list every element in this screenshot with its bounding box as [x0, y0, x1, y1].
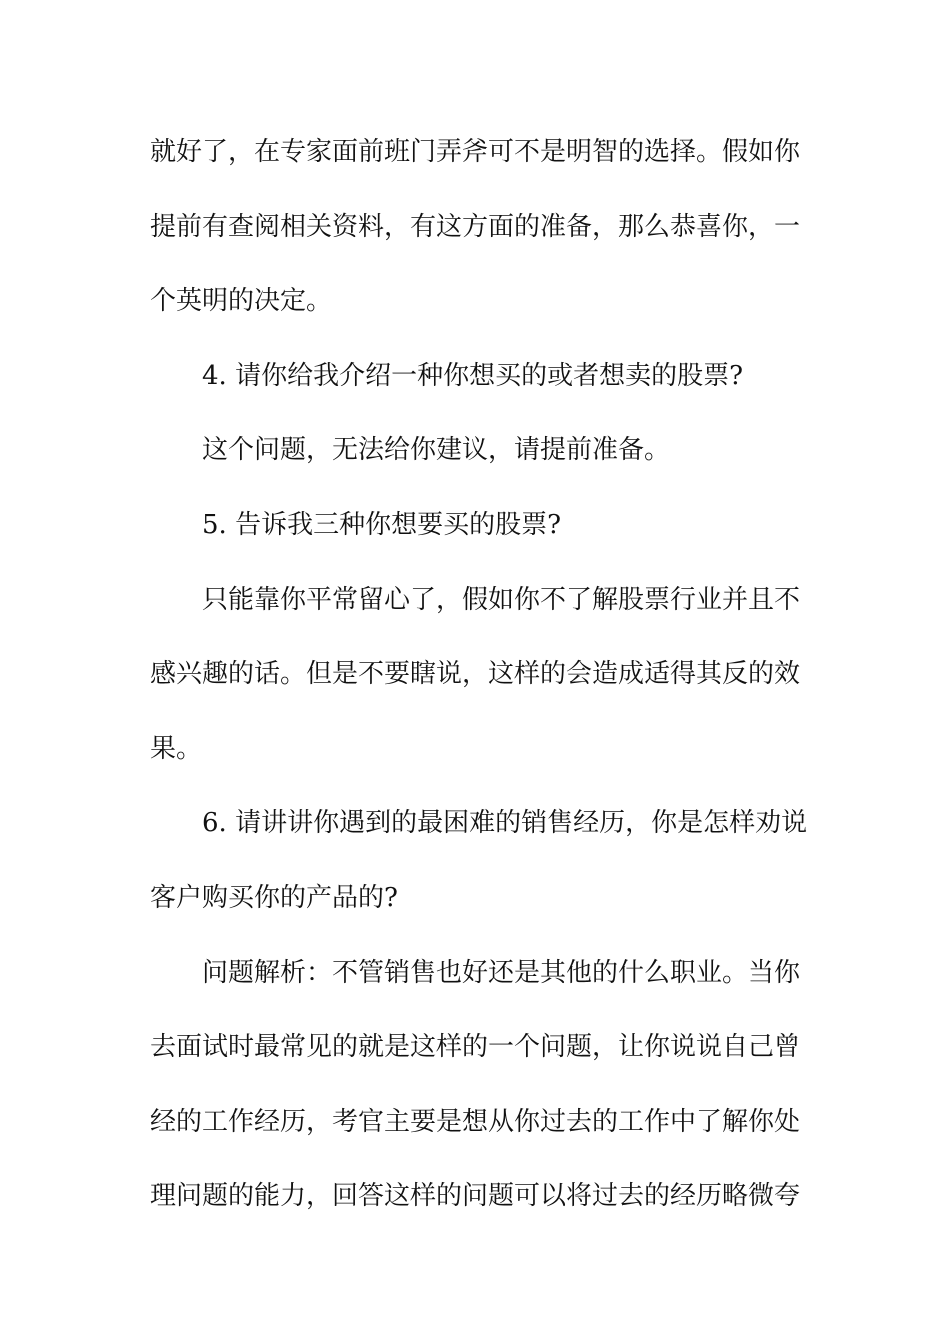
answer-4: 这个问题，无法给你建议，请提前准备。	[202, 435, 671, 466]
analysis-line: 经的工作经历，考官主要是想从你过去的工作中了解你处	[150, 1106, 801, 1137]
analysis-line: 去面试时最常见的就是这样的一个问题，让你说说自己曾	[150, 1032, 801, 1063]
answer-5-line: 果。	[150, 733, 203, 764]
text-line: 提前有查阅相关资料，有这方面的准备，那么恭喜你，一	[150, 211, 801, 242]
text-line: 就好了，在专家面前班门弄斧可不是明智的选择。假如你	[150, 137, 801, 167]
question-6-line: 客户购买你的产品的?	[150, 882, 398, 913]
question-5: 5. 告诉我三种你想要买的股票?	[202, 509, 562, 540]
text-line: 个英明的决定。	[150, 286, 333, 317]
question-6-line: 6. 请讲讲你遇到的最困难的销售经历，你是怎样劝说	[202, 808, 808, 839]
body-text	[150, 128, 810, 1247]
answer-5-line: 只能靠你平常留心了，假如你不了解股票行业并且不	[202, 584, 801, 615]
answer-5-line: 感兴趣的话。但是不要瞎说，这样的会造成适得其反的效	[150, 659, 801, 690]
question-4: 4. 请你给我介绍一种你想买的或者想卖的股票?	[202, 360, 744, 391]
analysis-line: 问题解析：不管销售也好还是其他的什么职业。当你	[202, 957, 801, 988]
analysis-line: 理问题的能力，回答这样的问题可以将过去的经历略微夸	[150, 1181, 801, 1212]
